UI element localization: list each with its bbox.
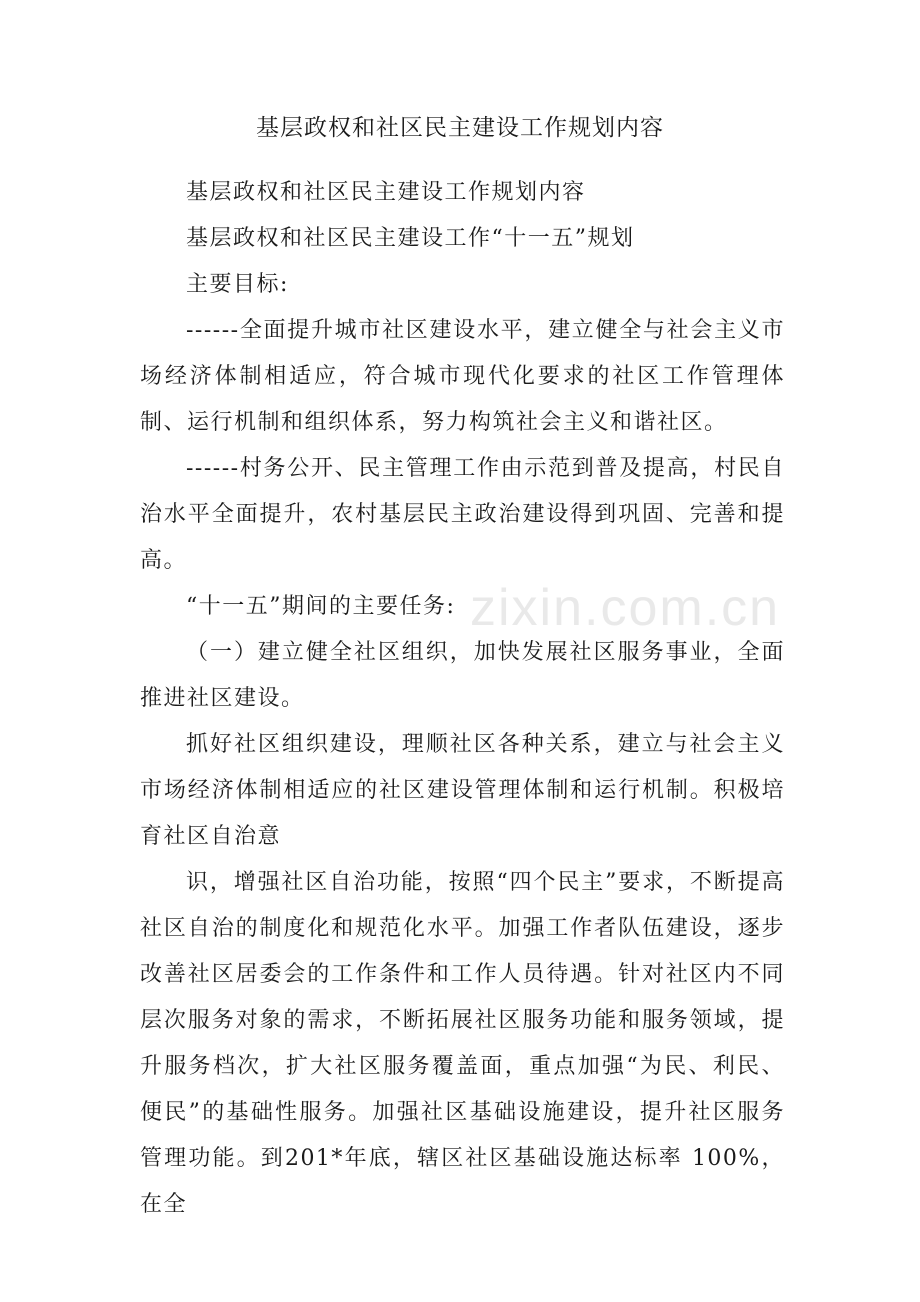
document-title: 基层政权和社区民主建设工作规划内容 (256, 115, 664, 141)
paragraph-self-governance: 识，增强社区自治功能，按照“四个民主”要求，不断提高社区自治的制度化和规范化水平。加强工作者队伍建设，逐步改善社区居委会的工作条件和工作人员待遇。针对社区内不同层次服务对象的需求，不断拓展社区服务功能和服务领域，提升服务档次，扩大社区服务覆盖面，重点加强“为民、利民、便民”的基础性服务。加强社区基础设施建设，提升社区服务管理功能。到201*年底，辖区社区基础设施达标率 100%，在全 (140, 870, 785, 1217)
paragraph-task-one: （一）建立健全社区组织，加快发展社区服务事业，全面推进社区建设。 (140, 640, 785, 711)
paragraph-goals-heading: 主要目标: (186, 272, 289, 297)
paragraph-organization: 抓好社区组织建设，理顺社区各种关系，建立与社会主义市场经济体制相适应的社区建设管理体制和运行机制。积极培育社区自治意 (140, 732, 785, 849)
paragraph-plan-name: 基层政权和社区民主建设工作“十一五”规划 (186, 226, 635, 251)
paragraph-goal-rural: ------村务公开、民主管理工作由示范到普及提高，村民自治水平全面提升，农村基层民主政治建设得到巩固、完善和提高。 (140, 456, 785, 573)
paragraph-subtitle: 基层政权和社区民主建设工作规划内容 (186, 180, 586, 205)
paragraph-tasks-heading: “十一五”期间的主要任务: (186, 594, 456, 619)
paragraph-goal-urban: ------全面提升城市社区建设水平，建立健全与社会主义市场经济体制相适应，符合城市现代化要求的社区工作管理体制、运行机制和组织体系，努力构筑社会主义和谐社区。 (140, 318, 785, 435)
watermark: zixin.com.cn (470, 579, 781, 637)
document-body (140, 170, 785, 1228)
